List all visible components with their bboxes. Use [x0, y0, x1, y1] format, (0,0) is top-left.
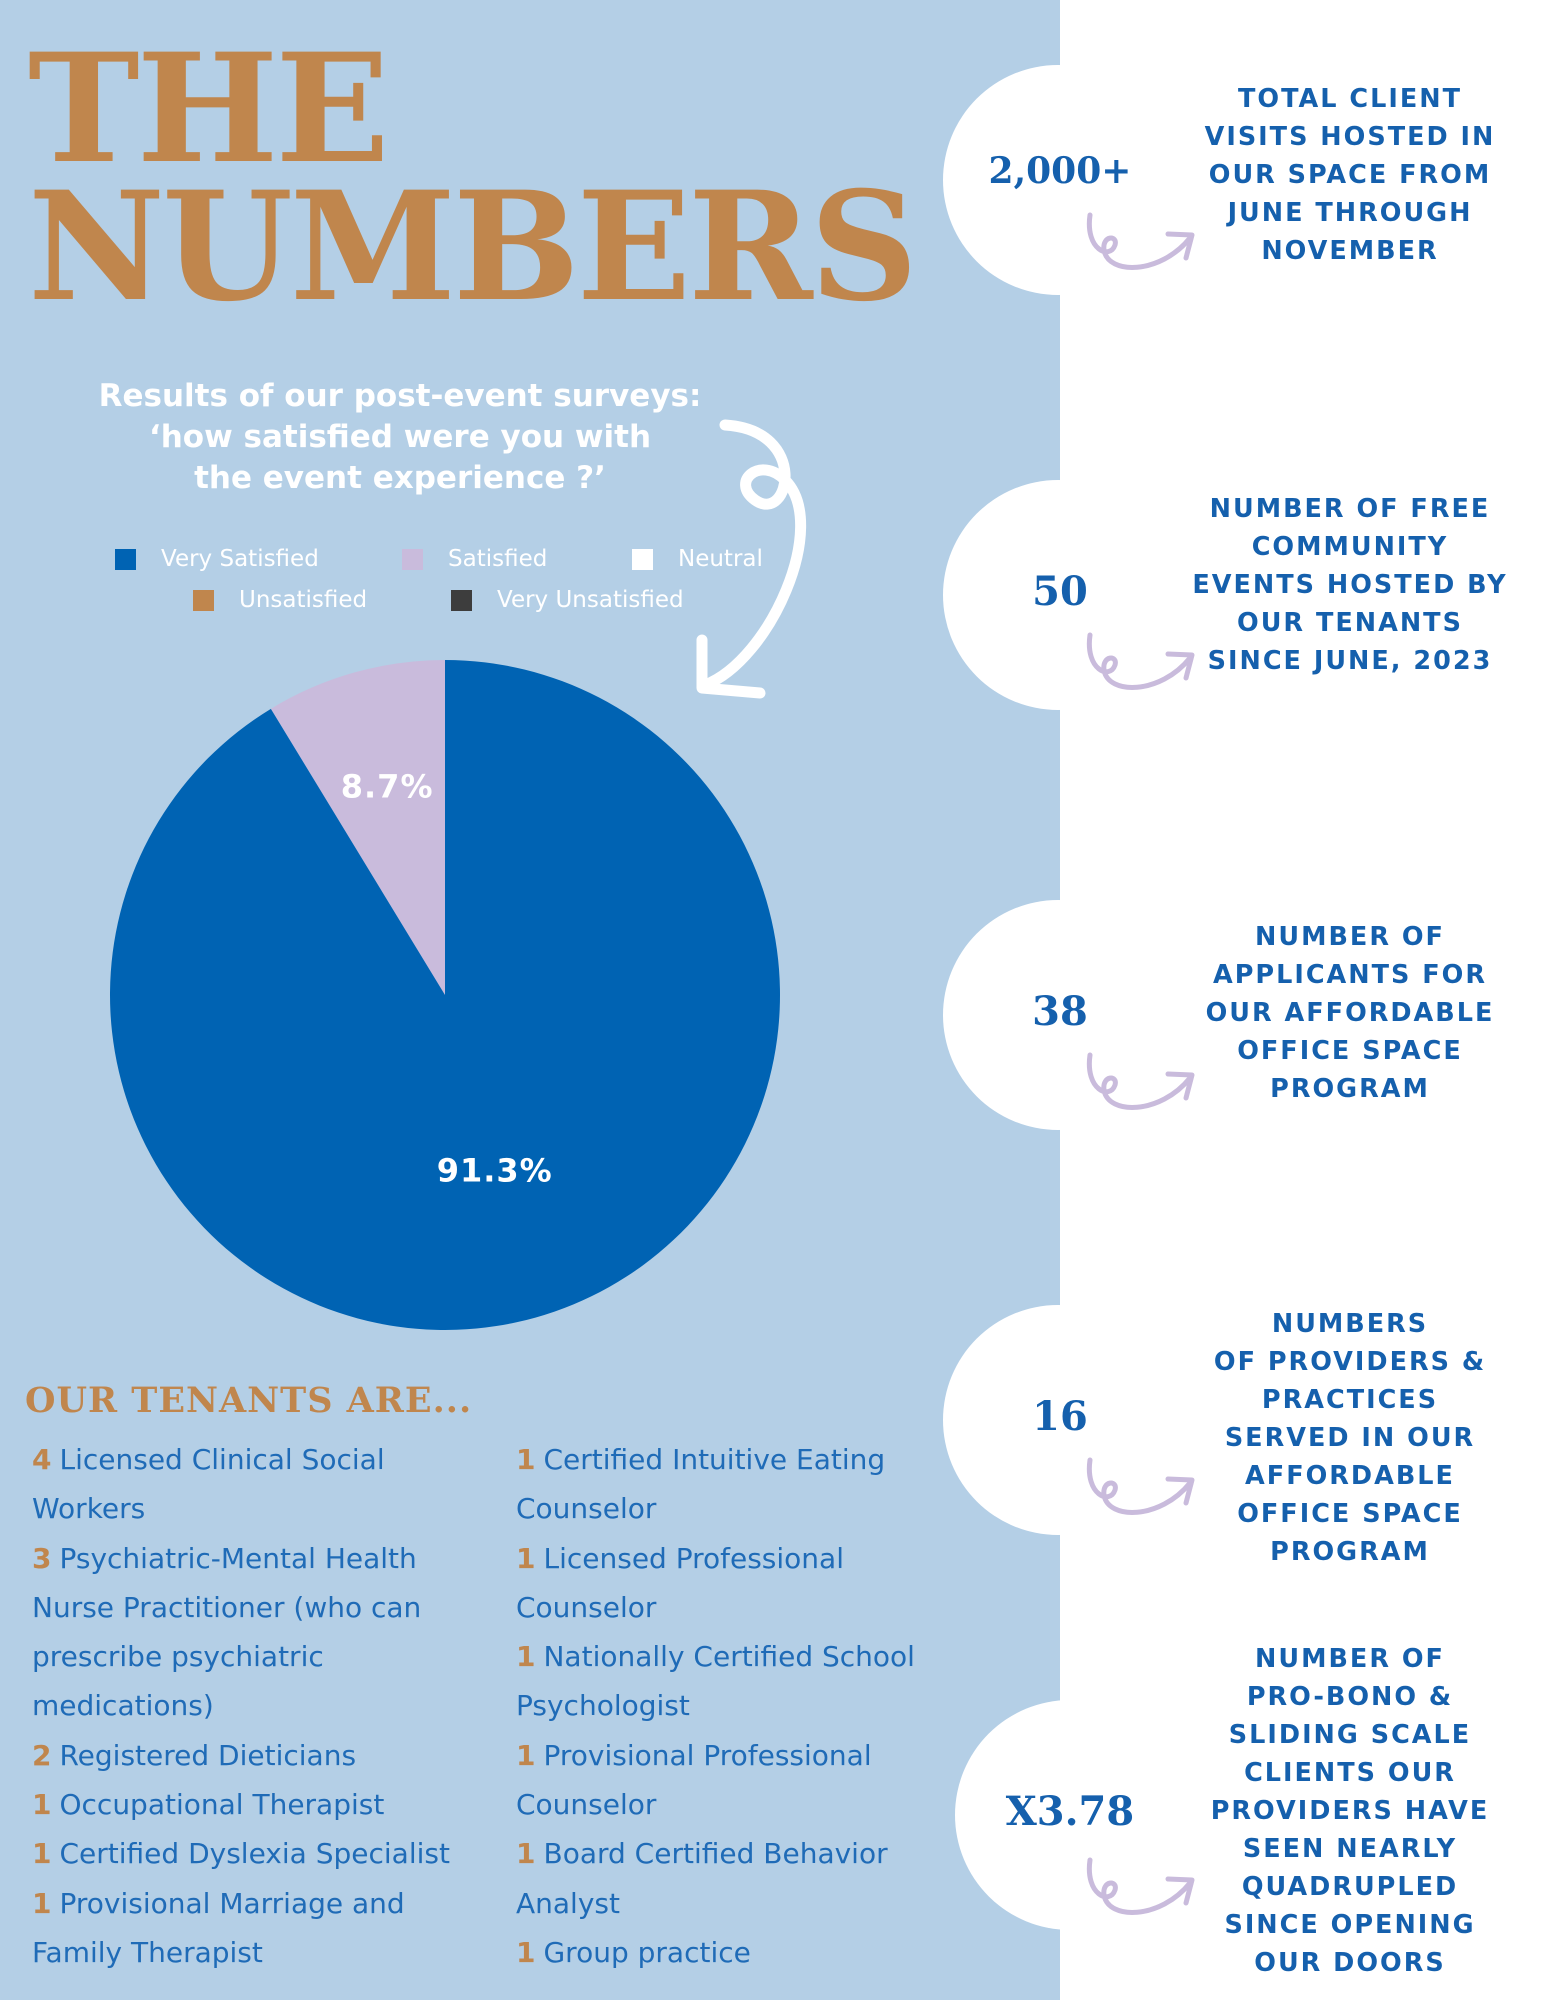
curly-arrow-icon [1080, 1455, 1200, 1525]
tenant-label: Counselor [516, 1590, 657, 1624]
tenant-label: Counselor [516, 1492, 657, 1526]
pie-label: 91.3% [436, 1151, 553, 1190]
tenant-label: Provisional Professional [543, 1738, 872, 1772]
legend-item-unsatisfied [193, 587, 367, 613]
curly-arrow-icon [1080, 1050, 1200, 1120]
tenant-item-line [32, 1829, 450, 1878]
stat-description-line: SLIDING SCALE [1228, 1720, 1472, 1750]
stat-description-line: TOTAL CLIENT [1238, 84, 1462, 114]
tenant-item-line [32, 1534, 450, 1583]
tenant-label: Analyst [516, 1886, 620, 1920]
tenant-label: Nationally Certified School [543, 1640, 915, 1674]
tenant-label: Workers [32, 1492, 146, 1526]
tenant-item-line [32, 1632, 450, 1681]
tenant-item-line [32, 1484, 450, 1533]
legend-label: Satisfied [448, 546, 548, 572]
tenant-label: Psychologist [516, 1689, 690, 1723]
tenant-label: Board Certified Behavior [543, 1837, 888, 1871]
tenant-label: Family Therapist [32, 1935, 263, 1969]
stat-description-line: AFFORDABLE [1245, 1461, 1455, 1491]
stat-description-line: PRACTICES [1261, 1385, 1439, 1415]
satisfaction-pie-chart [100, 650, 790, 1340]
tenant-item-line [32, 1928, 450, 1977]
legend-swatch [451, 590, 472, 611]
tenant-item-line [516, 1879, 915, 1928]
tenant-label: Nurse Practitioner (who can [32, 1590, 422, 1624]
pie-slice-very-satisfied [110, 660, 780, 1330]
tenant-item-line [516, 1928, 915, 1977]
tenant-item-line [516, 1829, 915, 1878]
stat-description-line: VISITS HOSTED IN [1204, 122, 1496, 152]
tenant-label: prescribe psychiatric [32, 1640, 324, 1674]
tenant-count: 1 [516, 1935, 536, 1969]
stat-description [1190, 80, 1510, 270]
stat-description-line: OUR AFFORDABLE [1205, 998, 1495, 1028]
tenant-count: 1 [516, 1837, 536, 1871]
tenant-label: Psychiatric-Mental Health [59, 1541, 417, 1575]
tenant-count: 1 [32, 1837, 52, 1871]
stat-description-line: OUR DOORS [1254, 1948, 1446, 1978]
legend-item-very-satisfied [115, 546, 319, 572]
tenant-item-line [32, 1435, 450, 1484]
stat-description-line: SINCE JUNE, 2023 [1207, 646, 1493, 676]
tenant-item-line [516, 1435, 915, 1484]
stat-value: 16 [1032, 1393, 1088, 1440]
legend-label: Neutral [678, 546, 763, 572]
stat-value: 50 [1032, 568, 1088, 615]
tenant-label: Certified Intuitive Eating [543, 1443, 886, 1476]
tenant-item-line [516, 1681, 915, 1730]
survey-heading-line: the event experience ?’ [194, 460, 606, 496]
stat-description-line: OUR SPACE FROM [1208, 160, 1492, 190]
stat-value: X3.78 [1005, 1788, 1135, 1835]
legend-label: Very Unsatisfied [497, 587, 684, 613]
tenant-label: Provisional Marriage and [59, 1886, 405, 1920]
tenant-count: 1 [516, 1640, 536, 1674]
stat-description [1190, 1640, 1510, 1982]
stat-description-line: QUADRUPLED [1241, 1872, 1459, 1902]
tenant-count: 1 [516, 1541, 536, 1575]
stat-description-line: CLIENTS OUR [1244, 1758, 1456, 1788]
legend-swatch [632, 549, 653, 570]
tenant-item-line [516, 1632, 915, 1681]
stat-description-line: JUNE THROUGH [1227, 198, 1473, 228]
curly-arrow-icon [1080, 210, 1200, 280]
stat-description-line: PROVIDERS HAVE [1210, 1796, 1490, 1826]
tenant-item-line [516, 1780, 915, 1829]
stat-description-line: PROGRAM [1270, 1074, 1430, 1104]
stat-description [1190, 918, 1510, 1108]
stat-description-line: NOVEMBER [1261, 236, 1439, 266]
legend-swatch [115, 549, 136, 570]
stat-description-line: SERVED IN OUR [1224, 1423, 1476, 1453]
tenant-item-line [32, 1681, 450, 1730]
legend-label: Very Satisfied [161, 546, 319, 572]
tenant-label: medications) [32, 1689, 214, 1723]
tenant-item-line [32, 1731, 450, 1780]
stat-description-line: SEEN NEARLY [1242, 1834, 1458, 1864]
tenant-item-line [32, 1583, 450, 1632]
tenant-item-line [516, 1484, 915, 1533]
survey-heading [80, 376, 720, 499]
stat-description-line: NUMBER OF [1255, 1644, 1445, 1674]
stat-description-line: OUR TENANTS [1237, 608, 1463, 638]
stat-description-line: PROGRAM [1270, 1537, 1430, 1567]
curly-arrow-icon [1080, 1855, 1200, 1925]
tenant-count: 2 [32, 1738, 52, 1772]
tenant-count: 1 [516, 1443, 536, 1476]
stat-description [1190, 1305, 1510, 1571]
stat-description-line: APPLICANTS FOR [1212, 960, 1487, 990]
tenant-item-line [516, 1534, 915, 1583]
tenant-item-line [32, 1879, 450, 1928]
stat-description-line: NUMBER OF [1255, 922, 1445, 952]
tenant-item-line [516, 1583, 915, 1632]
legend-item-satisfied [402, 546, 547, 572]
tenant-count: 1 [32, 1788, 52, 1822]
page-title [28, 21, 916, 335]
tenant-label: Group practice [543, 1935, 751, 1969]
tenants-left-column [32, 1435, 450, 1977]
survey-heading-line: Results of our post-event surveys: [98, 378, 702, 414]
tenant-item-line [516, 1731, 915, 1780]
stat-value: 2,000+ [988, 150, 1132, 192]
pie-label: 8.7% [340, 767, 434, 806]
stat-description-line: OF PROVIDERS & [1213, 1347, 1487, 1377]
tenant-count: 4 [32, 1443, 52, 1476]
stat-description-line: EVENTS HOSTED BY [1192, 570, 1508, 600]
legend-swatch [193, 590, 214, 611]
tenant-count: 3 [32, 1541, 52, 1575]
tenant-label: Licensed Professional [543, 1541, 844, 1575]
tenants-heading: OUR TENANTS ARE... [25, 1380, 473, 1421]
stat-description-line: NUMBERS [1271, 1309, 1429, 1339]
tenant-count: 1 [516, 1738, 536, 1772]
stat-description-line: PRO-BONO & [1246, 1682, 1454, 1712]
tenant-label: Occupational Therapist [59, 1788, 385, 1822]
tenant-label: Certified Dyslexia Specialist [59, 1837, 450, 1871]
stat-description [1190, 490, 1510, 680]
tenant-label: Counselor [516, 1788, 657, 1822]
title-line-1: THE [28, 21, 387, 197]
tenant-label: Licensed Clinical Social [59, 1443, 385, 1476]
tenant-label: Registered Dieticians [59, 1738, 357, 1772]
stat-description-line: NUMBER OF FREE [1209, 494, 1491, 524]
stat-description-line: OFFICE SPACE [1237, 1499, 1463, 1529]
stat-description-line: OFFICE SPACE [1237, 1036, 1463, 1066]
title-line-2: NUMBERS [28, 159, 916, 335]
stat-value: 38 [1032, 988, 1088, 1035]
legend-item-very-unsatisfied [451, 587, 684, 613]
tenants-right-column [516, 1435, 915, 1977]
stat-description-line: COMMUNITY [1251, 532, 1449, 562]
tenant-item-line [32, 1780, 450, 1829]
curly-arrow-icon [1080, 630, 1200, 700]
tenant-count: 1 [32, 1886, 52, 1920]
stat-description-line: SINCE OPENING [1224, 1910, 1476, 1940]
legend-label: Unsatisfied [239, 587, 368, 613]
legend-swatch [402, 549, 423, 570]
survey-heading-line: ‘how satisfied were you with [148, 419, 652, 455]
